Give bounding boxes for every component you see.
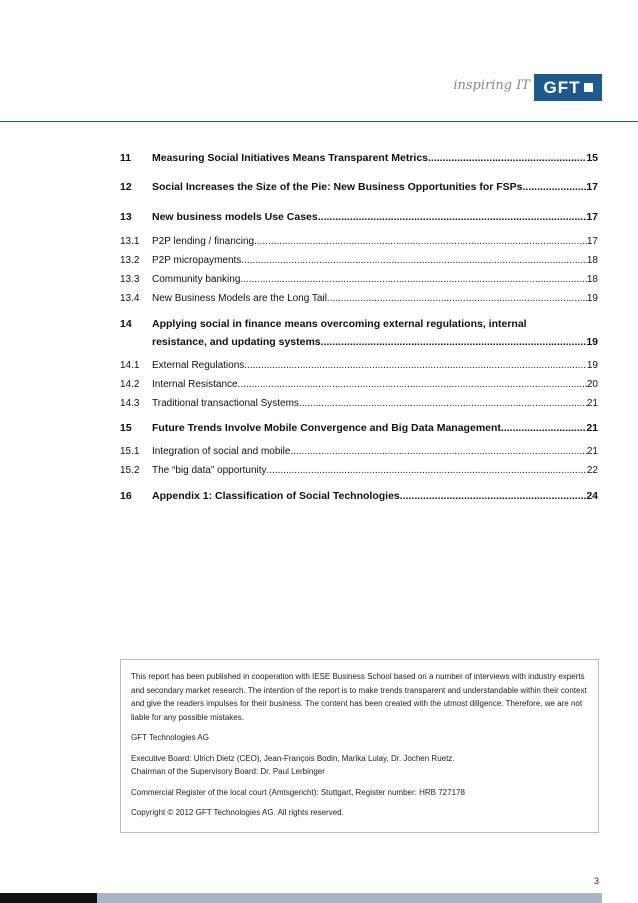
toc-number: 13.1 <box>120 236 140 247</box>
toc-page: 19 <box>586 336 598 348</box>
toc-title: P2P lending / financing <box>152 236 255 247</box>
toc-leader <box>428 152 586 164</box>
header-rule <box>0 121 638 122</box>
toc-number: 14.3 <box>120 398 140 409</box>
toc-entry[interactable] <box>120 490 598 502</box>
toc-page: 19 <box>586 360 598 371</box>
toc-title: Social Increases the Size of the Pie: New Business Opportunities for FSPs <box>152 181 523 193</box>
toc-leader <box>254 236 587 247</box>
toc-entry[interactable] <box>120 255 598 266</box>
toc-title: Integration of social and mobile <box>152 446 291 457</box>
toc-page: 18 <box>586 274 598 285</box>
toc-title: New business models Use Cases <box>152 211 318 223</box>
toc-entry[interactable] <box>120 293 598 304</box>
toc-number: 13.3 <box>120 274 140 285</box>
brand-tagline: inspiring IT <box>453 78 530 93</box>
executive-board: Executive Board: Ulrich Dietz (CEO), Jean-François Bodin, Marika Lulay, Dr. Jochen Ruetz. <box>131 753 455 763</box>
toc-leader <box>241 255 587 266</box>
footer-bar-light <box>97 893 602 903</box>
toc-number: 13.4 <box>120 293 140 304</box>
toc-number: 15 <box>120 422 132 434</box>
toc-entry[interactable] <box>120 181 598 193</box>
footer-bar-dark <box>0 893 97 903</box>
toc-number: 13.2 <box>120 255 140 266</box>
toc-entry[interactable] <box>120 446 598 457</box>
disclaimer-text: This report has been published in cooperation with IESE Business School based on a number of interviews with industry experts and secondary market research. The intention of the report is to make trends transparent and understandable within their context and give the readers impulses for their business. The content has been created with the utmost diligence. Therefore, we are not liable for any possible mistakes. <box>131 672 587 722</box>
toc-leader <box>267 465 587 476</box>
toc-page: 17 <box>586 181 598 193</box>
toc-entry[interactable] <box>120 398 598 409</box>
toc-title: Measuring Social Initiatives Means Transparent Metrics <box>152 152 429 164</box>
toc-title-line-1: Applying social in finance means overcoming external regulations, internal <box>152 318 527 330</box>
toc-entry[interactable] <box>120 318 598 330</box>
toc-number: 16 <box>120 490 132 502</box>
toc-number: 11 <box>120 152 132 164</box>
toc-leader <box>400 490 587 502</box>
toc-page: 15 <box>586 152 598 164</box>
toc-page: 21 <box>586 422 598 434</box>
toc-title: Future Trends Involve Mobile Convergence and Big Data Management <box>152 422 501 434</box>
copyright-notice: Copyright © 2012 GFT Technologies AG. All rights reserved. <box>131 808 344 817</box>
toc-number: 13 <box>120 211 132 223</box>
toc-title: New Business Models are the Long Tail <box>152 293 327 304</box>
toc-title: External Regulations <box>152 360 245 371</box>
toc-number: 15.1 <box>120 446 140 457</box>
toc-entry-continuation[interactable] <box>120 336 598 348</box>
toc-page: 17 <box>586 211 598 223</box>
toc-title: Community banking <box>152 274 241 285</box>
toc-leader <box>318 211 587 223</box>
toc-title: The “big data” opportunity <box>152 465 267 476</box>
toc-entry[interactable] <box>120 422 598 434</box>
toc-number: 15.2 <box>120 465 140 476</box>
toc-entry[interactable] <box>120 379 598 390</box>
company-name: GFT Technologies AG <box>131 733 209 742</box>
toc-number: 14.1 <box>120 360 140 371</box>
toc-page: 20 <box>586 379 598 390</box>
toc-leader <box>523 181 587 193</box>
commercial-register: Commercial Register of the local court (Amtsgericht): Stuttgart, Register number: HRB 727178 <box>131 787 465 797</box>
toc-entry[interactable] <box>120 360 598 371</box>
toc-title-line-2: resistance, and updating systems <box>152 336 321 348</box>
toc-leader <box>327 293 587 304</box>
gft-logo <box>534 74 602 101</box>
logo-square-icon <box>584 83 593 92</box>
toc-page: 17 <box>586 236 598 247</box>
page-number: 3 <box>594 876 600 886</box>
toc-leader <box>299 398 587 409</box>
toc-number: 12 <box>120 181 132 193</box>
toc-number: 14 <box>120 318 132 330</box>
toc-entry[interactable] <box>120 211 598 223</box>
toc-leader <box>238 379 587 390</box>
logo-text: GFT <box>543 77 581 97</box>
toc-leader <box>240 274 587 285</box>
toc-leader <box>501 422 586 434</box>
toc-entry[interactable] <box>120 274 598 285</box>
toc-leader <box>290 446 586 457</box>
toc-entry[interactable] <box>120 236 598 247</box>
toc-number: 14.2 <box>120 379 140 390</box>
toc-entry[interactable] <box>120 465 598 476</box>
toc-entry[interactable] <box>120 152 598 164</box>
toc-title: P2P micropayments <box>152 255 242 266</box>
toc-page: 19 <box>586 293 598 304</box>
toc-page: 18 <box>586 255 598 266</box>
toc-leader <box>321 336 587 348</box>
toc-leader <box>244 360 587 371</box>
disclaimer-box <box>120 659 599 833</box>
toc-page: 21 <box>586 446 598 457</box>
toc-page: 22 <box>586 465 598 476</box>
toc-title: Traditional transactional Systems <box>152 398 299 409</box>
toc-title: Appendix 1: Classification of Social Technologies <box>152 490 400 502</box>
supervisory-board: Chairman of the Supervisory Board: Dr. Paul Lerbinger <box>131 767 325 776</box>
toc-title: Internal Resistance <box>152 379 238 390</box>
toc-page: 21 <box>586 398 598 409</box>
toc-page: 24 <box>586 490 598 502</box>
